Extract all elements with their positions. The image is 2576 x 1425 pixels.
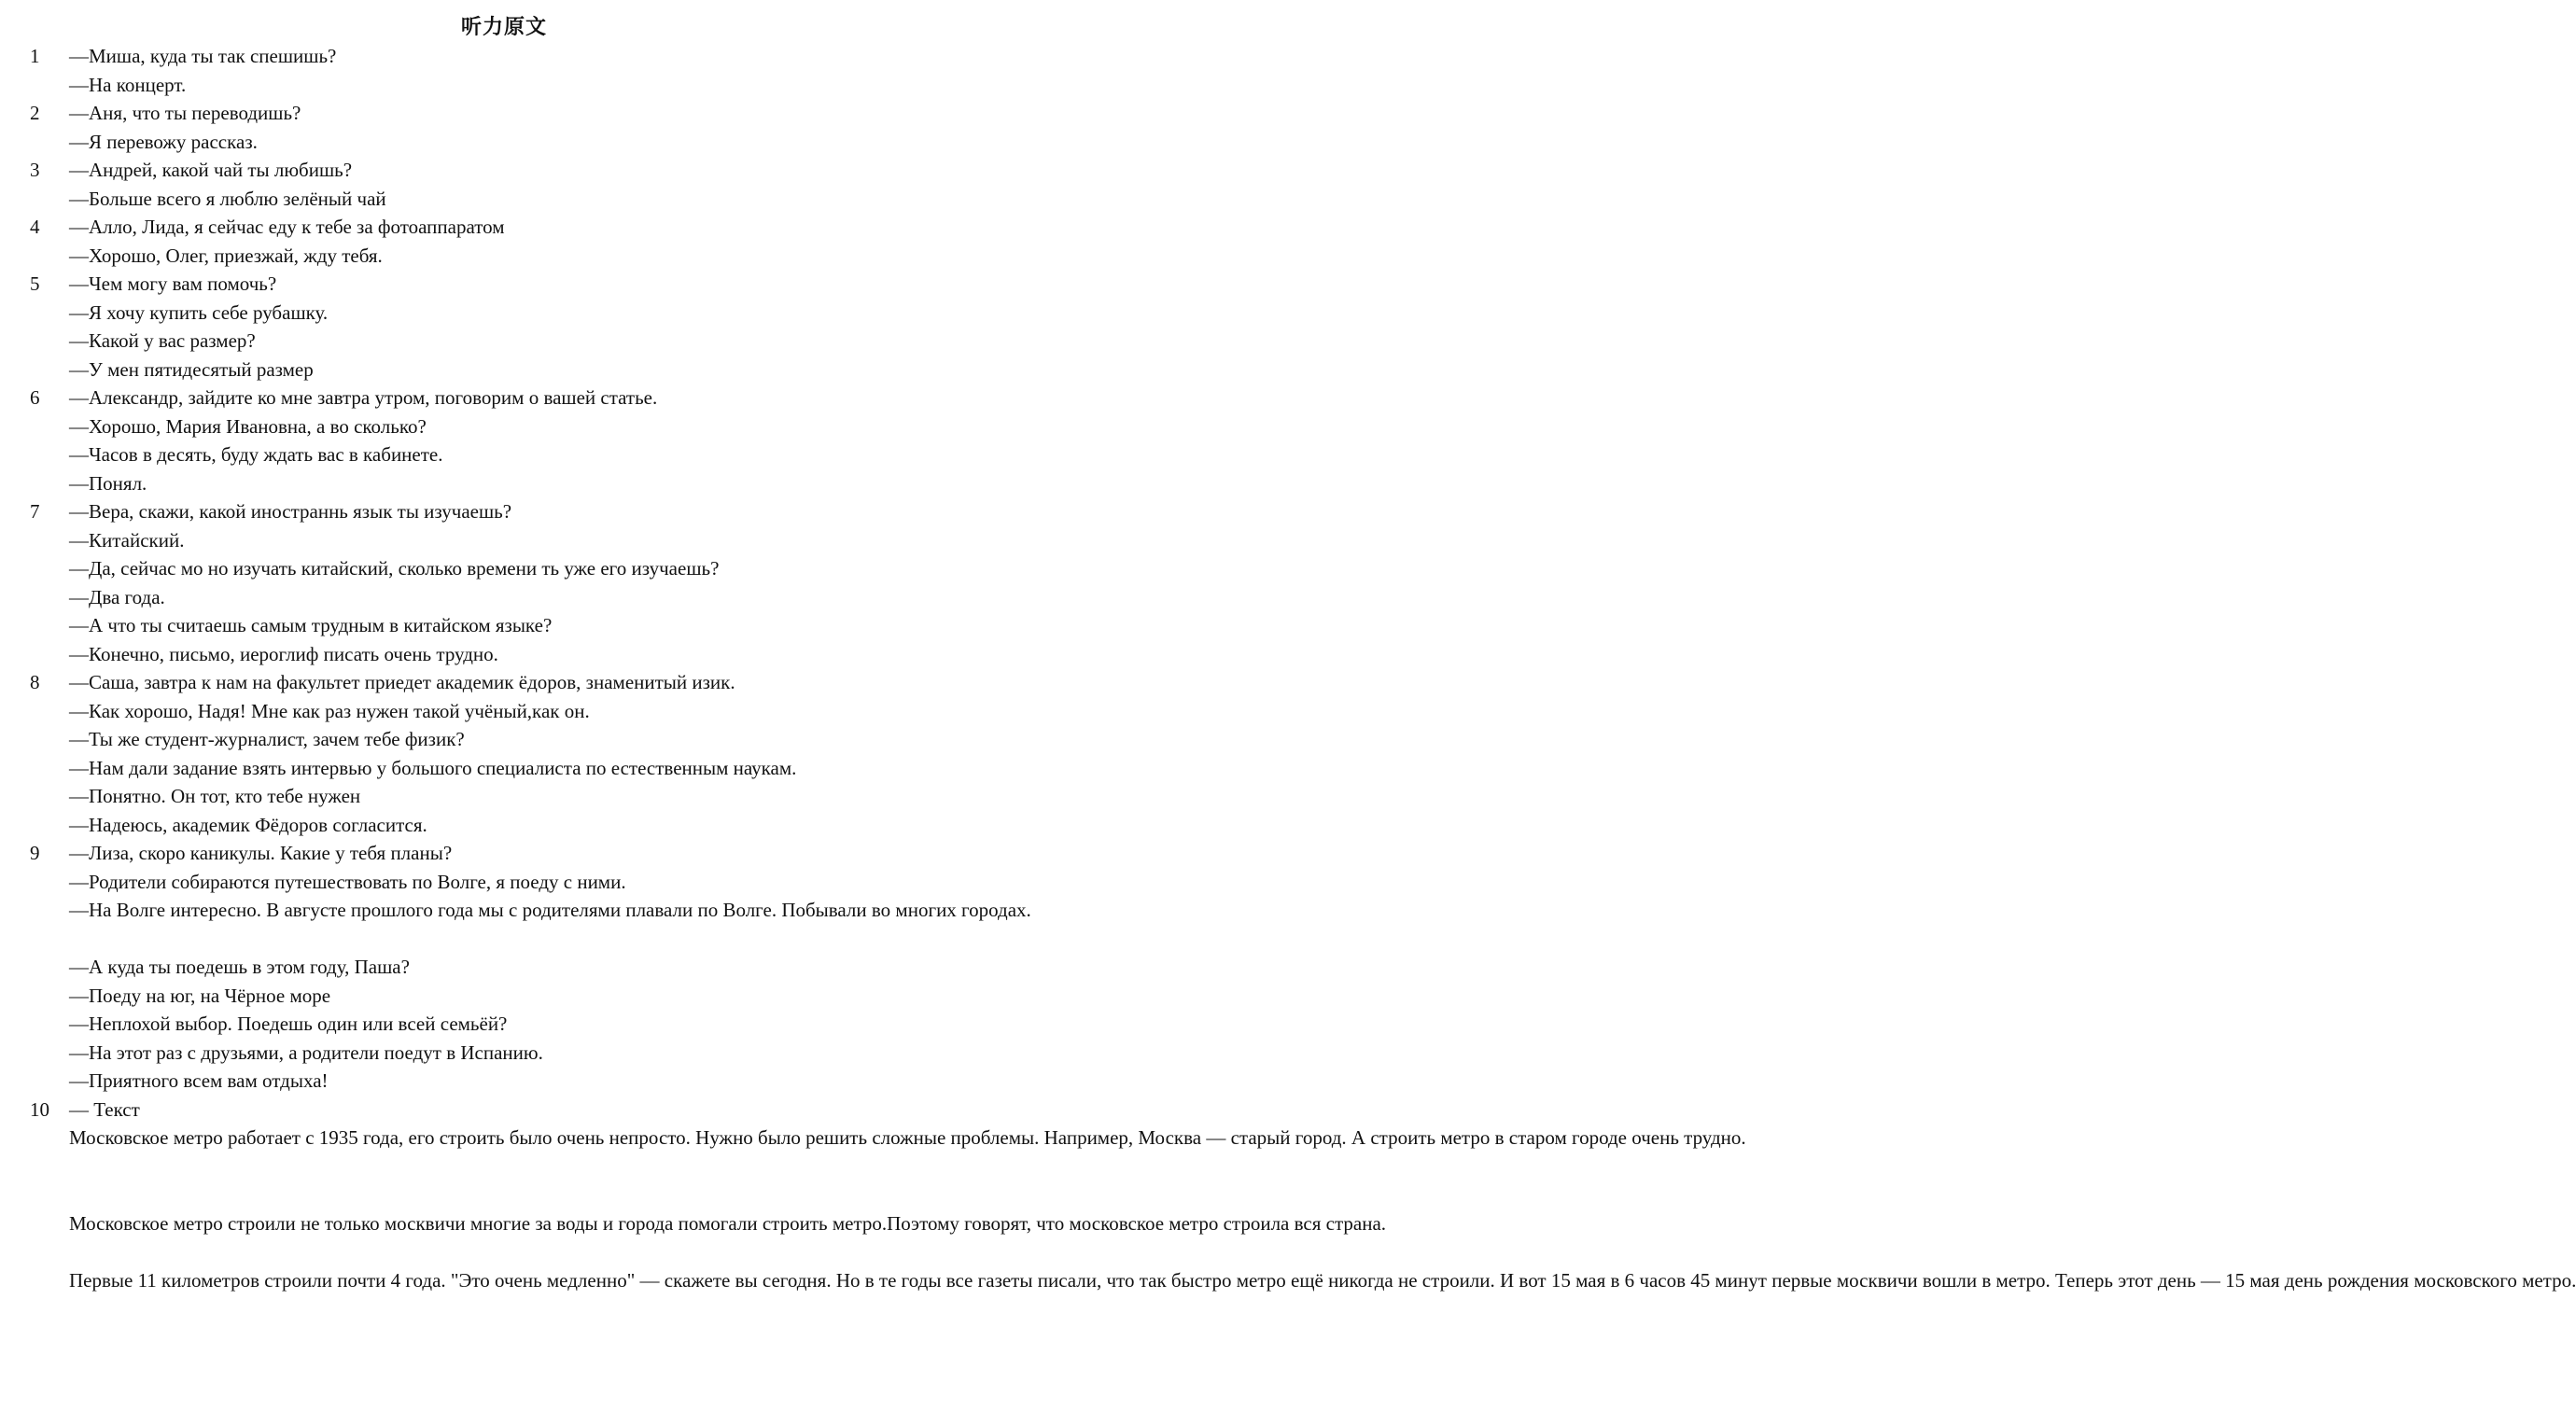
dialog-line xyxy=(0,839,1008,868)
dialog-line xyxy=(0,1039,1008,1068)
dialog-text: —На этот раз с друзьями, а родители поедут в Испанию. xyxy=(69,1041,543,1064)
section-heading xyxy=(0,1096,1008,1125)
dialog-line xyxy=(0,242,1008,271)
section-title: — Текст xyxy=(69,1097,140,1121)
dialog-line xyxy=(0,725,1008,754)
item-number: 8 xyxy=(30,671,40,693)
dialog-line xyxy=(0,1067,1008,1096)
item-number: 7 xyxy=(30,500,40,523)
dialog-text: —Хорошо, Мария Ивановна, а во сколько? xyxy=(69,414,427,438)
item-number: 9 xyxy=(30,842,40,864)
text-paragraph-wrapper xyxy=(0,1266,2576,1380)
page-title: 听力原文 xyxy=(460,16,547,39)
dialog-line xyxy=(0,213,1008,242)
dialog-text: —Я хочу купить себе рубашку. xyxy=(69,300,329,324)
dialog-text: —Нам дали задание взять интервью у большого специалиста по естественным наукам. xyxy=(69,756,797,779)
dialog-line xyxy=(0,953,1008,982)
dialog-line xyxy=(0,697,1008,726)
text-paragraph: Московское метро строили не только москвичи многие за воды и города помогали строить метро.Поэтому говорят, что московское метро строила вся страна. xyxy=(69,1212,1387,1235)
dialog-text: —Саша, завтра к нам на факультет приедет академик ёдоров, знаменитый изик. xyxy=(69,671,735,693)
dialog-line xyxy=(0,497,1008,526)
dialog-text: —Надеюсь, академик Фёдоров согласится. xyxy=(69,813,427,836)
dialog-text: —На концерт. xyxy=(69,73,187,96)
dialog-line xyxy=(0,526,1008,555)
dialog-line xyxy=(0,583,1008,612)
dialog-text: —Конечно, письмо, иероглиф писать очень трудно. xyxy=(69,642,498,665)
dialog-line xyxy=(0,554,1008,583)
dialog-text: —Чем могу вам помочь? xyxy=(69,272,277,295)
dialog-text: —Поеду на юг, на Чёрное море xyxy=(69,984,331,1007)
dialog-text: —Лиза, скоро каникулы. Какие у тебя планы? xyxy=(69,842,453,864)
dialog-text: —Миша, куда ты так спешишь? xyxy=(69,45,337,67)
dialog-line xyxy=(0,99,1008,128)
dialog-text: —Аня, что ты переводишь? xyxy=(69,102,301,124)
text-paragraph-wrapper xyxy=(0,1209,1387,1266)
dialog-text: —Вера, скажи, какой иностраннь язык ты изучаешь? xyxy=(69,500,512,523)
dialog-text: —У мен пятидесятый размер xyxy=(69,357,314,381)
dialog-line xyxy=(0,982,1008,1011)
item-number: 2 xyxy=(30,102,40,124)
dialog-line xyxy=(0,71,1008,100)
dialog-text: —А куда ты поедешь в этом году, Паша? xyxy=(69,956,410,978)
dialog-text: —Как хорошо, Надя! Мне как раз нужен такой учёный,как он. xyxy=(69,699,590,722)
item-number: 6 xyxy=(30,386,40,409)
dialog-text: —Хорошо, Олег, приезжай, жду тебя. xyxy=(69,244,383,267)
dialog-line xyxy=(0,469,1008,498)
dialog-text: —А что ты считаешь самым трудным в китайском языке? xyxy=(69,614,553,636)
dialog-text: —Ты же студент-журналист, зачем тебе физик? xyxy=(69,728,465,750)
dialog-line xyxy=(0,1010,1008,1039)
dialog-line xyxy=(0,156,1008,185)
dialog-text: —Два года. xyxy=(69,585,165,608)
dialog-line xyxy=(0,611,1008,640)
dialog-text: —Понятно. Он тот, кто тебе нужен xyxy=(69,785,361,807)
dialog-text: —Какой у вас размер? xyxy=(69,329,256,352)
item-number: 10 xyxy=(30,1097,49,1121)
item-number: 4 xyxy=(30,216,40,238)
dialog-line xyxy=(0,668,1008,697)
text-paragraph: Московское метро работает с 1935 года, его строить было очень непросто. Нужно было решить сложные проблемы. Например, Москва — старый город. А строить метро в старом городе очень трудно. xyxy=(69,1126,1746,1149)
dialog-line xyxy=(0,42,1008,71)
item-number: 1 xyxy=(30,45,40,67)
dialog-line xyxy=(0,356,1008,384)
dialog-line xyxy=(0,440,1008,469)
dialog-line xyxy=(0,327,1008,356)
dialog-line xyxy=(0,754,1008,783)
item-number: 3 xyxy=(30,159,40,181)
dialog-text: —Приятного всем вам отдыха! xyxy=(69,1069,329,1092)
dialog-text: —Андрей, какой чай ты любишь? xyxy=(69,159,353,181)
dialog-text: —Да, сейчас мо но изучать китайский, сколько времени ть уже его изучаешь? xyxy=(69,557,720,580)
text-paragraph-wrapper xyxy=(0,1124,1746,1209)
dialog-line xyxy=(0,299,1008,328)
dialog-line xyxy=(0,811,1008,840)
dialog-line xyxy=(0,640,1008,669)
dialog-text: —Я перевожу рассказ. xyxy=(69,130,258,153)
dialog-line xyxy=(0,270,1008,299)
dialog-text: —Часов в десять, буду ждать вас в кабинете. xyxy=(69,443,443,466)
dialog-line xyxy=(0,868,1008,897)
dialog-list xyxy=(0,42,2576,1380)
dialog-line xyxy=(0,412,1008,441)
dialog-text: —Неплохой выбор. Поедешь один или всей семьёй? xyxy=(69,1013,508,1035)
dialog-line xyxy=(0,128,1008,157)
dialog-text: —На Волге интересно. В августе прошлого года мы с родителями плавали по Волге. Побывали во многих городах. xyxy=(69,899,1031,921)
text-paragraph: Первые 11 километров строили почти 4 года. "Это очень медленно" — скажете вы сегодня. Но в те годы все газеты писали, что так быстро метро ещё никогда не строили. И вот 15 мая в 6 часов 45 минут первые москвичи вошли в метро. Теперь этот день — 15 мая день рождения московского метро. xyxy=(69,1269,2576,1292)
dialog-text: —Понял. xyxy=(69,471,147,495)
dialog-line-wrapped xyxy=(0,896,1031,953)
item-number: 5 xyxy=(30,272,40,295)
dialog-line xyxy=(0,185,1008,214)
dialog-text: —Родители собираются путешествовать по Волге, я поеду с ними. xyxy=(69,870,626,893)
dialog-text: —Алло, Лида, я сейчас еду к тебе за фотоаппаратом xyxy=(69,216,505,238)
dialog-text: —Александр, зайдите ко мне завтра утром, поговорим о вашей статье. xyxy=(69,386,658,409)
dialog-line xyxy=(0,384,1008,412)
dialog-text: —Больше всего я люблю зелёный чай xyxy=(69,187,386,210)
dialog-line xyxy=(0,782,1008,811)
dialog-text: —Китайский. xyxy=(69,528,185,552)
